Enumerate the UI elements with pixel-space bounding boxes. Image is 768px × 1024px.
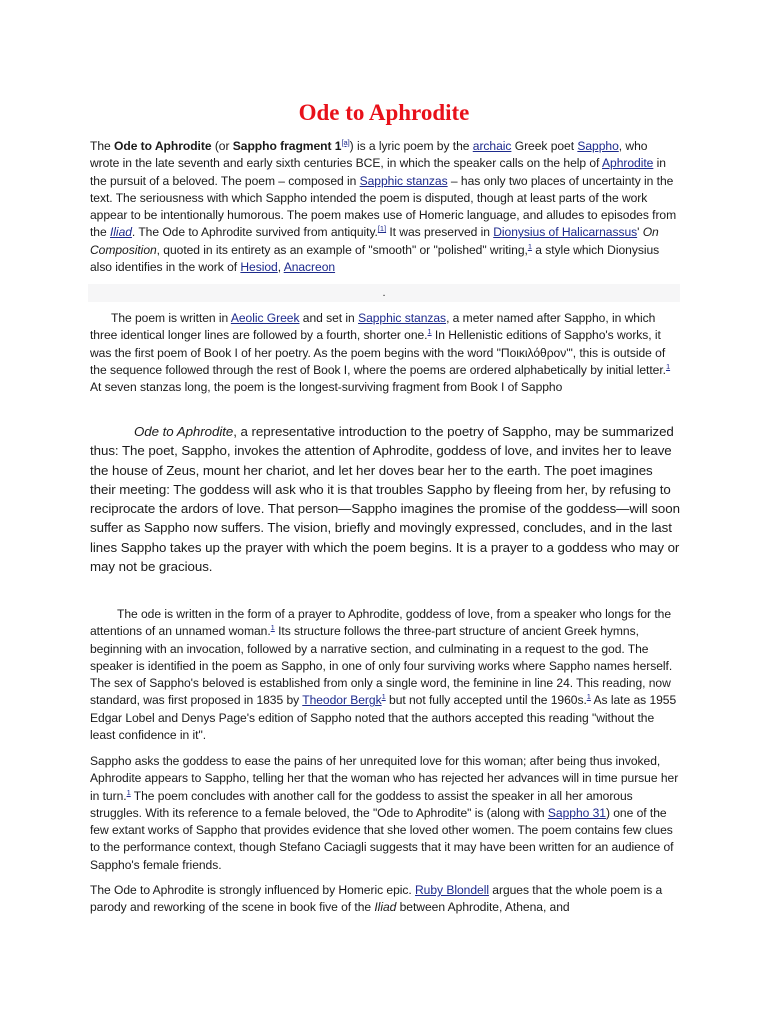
text-run: , quoted in its entirety as an example of "smooth" or "polished" writing, <box>156 242 528 257</box>
link-sappho-31[interactable]: Sappho 31 <box>547 805 606 820</box>
footnote-link[interactable]: 1 <box>270 623 275 633</box>
text-run: a style which Dionysius also identifies in the work of <box>90 242 660 275</box>
link-aphrodite[interactable]: Aphrodite <box>602 156 654 171</box>
text-run: It was preserved in <box>386 225 494 240</box>
link-ruby-blondell[interactable]: Ruby Blondell <box>415 883 489 897</box>
section-separator: . <box>88 284 680 302</box>
text-run: – has only two places of uncertainty in the text. The seriousness with which Sappho intended the poem is disputed, though at least parts of the work appear to be intentionally humorous. The poem makes use of Homeric language, and alludes to episodes from the <box>90 173 677 240</box>
text-run: . The Ode to Aphrodite survived from antiquity. <box>131 225 378 240</box>
text-run: Its structure follows the three-part structure of ancient Greek hymns, beginning with an invocation, followed by a narrative section, and culminating in a request to the god. The speaker is identified in the poem as Sappho, in one of only four surviving works where Sappho names herself. The sex of Sappho's beloved is established from only a single word, the feminine in line 24. This reading, now standard, was first proposed in 1835 by <box>90 624 673 708</box>
text-run: The poem is written in <box>111 311 231 325</box>
link-hesiod[interactable]: Hesiod <box>240 260 278 275</box>
footnote-link-1[interactable]: [1] <box>377 224 387 234</box>
link-theodor-bergk[interactable]: Theodor Bergk <box>302 693 382 708</box>
italic-title-on-composition: On Composition <box>90 225 659 257</box>
text-run: , <box>277 260 284 275</box>
link-sapphic-stanzas[interactable]: Sapphic stanzas <box>358 311 447 325</box>
text-run: The ode is written in the form of a prayer to Aphrodite, goddess of love, from a speaker who longs for the attentions of an unnamed woman. <box>90 607 672 639</box>
link-iliad[interactable]: Iliad <box>109 225 132 240</box>
text-run: At seven stanzas long, the poem is the longest-surviving fragment from Book I of Sappho <box>90 380 563 395</box>
content-paragraph <box>90 753 680 874</box>
link-anacreon[interactable]: Anacreon <box>283 260 336 275</box>
footnote-link[interactable]: 1 <box>381 692 386 702</box>
text-run: between Aphrodite, Athena, and <box>396 900 570 915</box>
intro-paragraph <box>90 138 680 276</box>
text-run: argues that the whole poem is a parody and reworking of the scene in book five of the <box>90 883 663 915</box>
text-run: , who wrote in the late seventh and early sixth centuries BCE, in which the speaker calls on the help of <box>90 139 648 171</box>
link-sapphic-stanzas[interactable]: Sapphic stanzas <box>359 173 448 188</box>
language-paragraph <box>90 310 680 396</box>
footnote-link-a[interactable]: [a] <box>341 137 350 147</box>
text-run: The Ode to Aphrodite is strongly influenced by Homeric epic. <box>90 883 415 897</box>
italic-title-ode: Ode to Aphrodite <box>134 424 234 439</box>
structure-paragraph <box>90 606 680 744</box>
footnote-link[interactable]: 1 <box>665 361 671 371</box>
link-archaic[interactable]: archaic <box>472 139 512 153</box>
footnote-link[interactable]: 1 <box>427 327 432 337</box>
link-dionysius[interactable]: Dionysius of Halicarnassus <box>493 225 638 240</box>
footnote-link[interactable]: 1 <box>527 241 532 251</box>
text-run: and set in <box>299 311 359 325</box>
summary-paragraph <box>90 422 680 576</box>
influence-paragraph <box>90 882 680 917</box>
text-run: ' <box>637 225 643 240</box>
text-run: The <box>90 139 114 153</box>
page-title: Ode to Aphrodite <box>298 100 470 125</box>
text-run: Sappho asks the goddess to ease the pains of her unrequited love for this woman; after being thus invoked, Aphrodite appears to Sappho, telling her that the woman who has rejected her advances will in time pursue her in turn. <box>90 754 679 803</box>
text-run: ) is a lyric poem by the <box>349 139 473 153</box>
bold-term-ode: Ode to Aphrodite <box>114 139 212 153</box>
text-run: (or <box>211 139 233 153</box>
text-run: ) one of the few extant works of Sappho that provides evidence that she loved other women. The poem contains few clues to the performance context, though Stefano Caciagli suggests that it may have been written for an audience of Sappho's female friends. <box>90 805 674 872</box>
text-run: in the pursuit of a beloved. The poem – composed in <box>90 156 666 188</box>
text-run: , a meter named after Sappho, in which three identical longer lines are followed by a fourth, shorter one. <box>90 311 656 343</box>
link-aeolic-greek[interactable]: Aeolic Greek <box>230 311 300 325</box>
text-run: , a representative introduction to the poetry of Sappho, may be summarized thus: The poet, Sappho, invokes the attention of Aphrodite, goddess of love, and invites her to leave the house of Zeus, mount her chariot, and let her doves bear her to the earth. The poet imagines their meeting: The goddess will ask who it is that troubles Sappho by fleeing from her, by refusing to reciprocate the ardors of love. That person—Sappho imagines the promise of the goddess—will soon suffer as Sappho now suffers. The vision, briefly and movingly expressed, concludes, and in the last lines Sappho takes up the prayer with which the poem begins. It is a prayer to a goddess who may or may not be gracious. <box>90 424 680 575</box>
text-run: Greek poet <box>511 139 578 153</box>
link-sappho[interactable]: Sappho <box>577 139 619 153</box>
text-run: but not fully accepted until the 1960s. <box>385 693 587 708</box>
italic-title-iliad: Iliad <box>374 900 397 915</box>
text-run: The poem concludes with another call for the goddess to assist the speaker in all her amorous struggles. With its reference to a female beloved, the "Ode to Aphrodite" is (along with <box>90 788 633 820</box>
text-run: As late as 1955 Edgar Lobel and Denys Page's edition of Sappho noted that the authors accepted this reading "without the least confidence in it". <box>90 693 677 743</box>
footnote-link[interactable]: 1 <box>586 692 591 702</box>
text-run: In Hellenistic editions of Sappho's works, it was the first poem of Book I of her poetry. As the poem begins with the word "Ποικιλόθρον'", this is outside of the sequence followed through the rest of Book I, where the poems are ordered alphabetically by initial letter. <box>90 328 666 377</box>
bold-term-fragment: Sappho fragment 1 <box>232 139 342 153</box>
footnote-link[interactable]: 1 <box>126 787 131 797</box>
